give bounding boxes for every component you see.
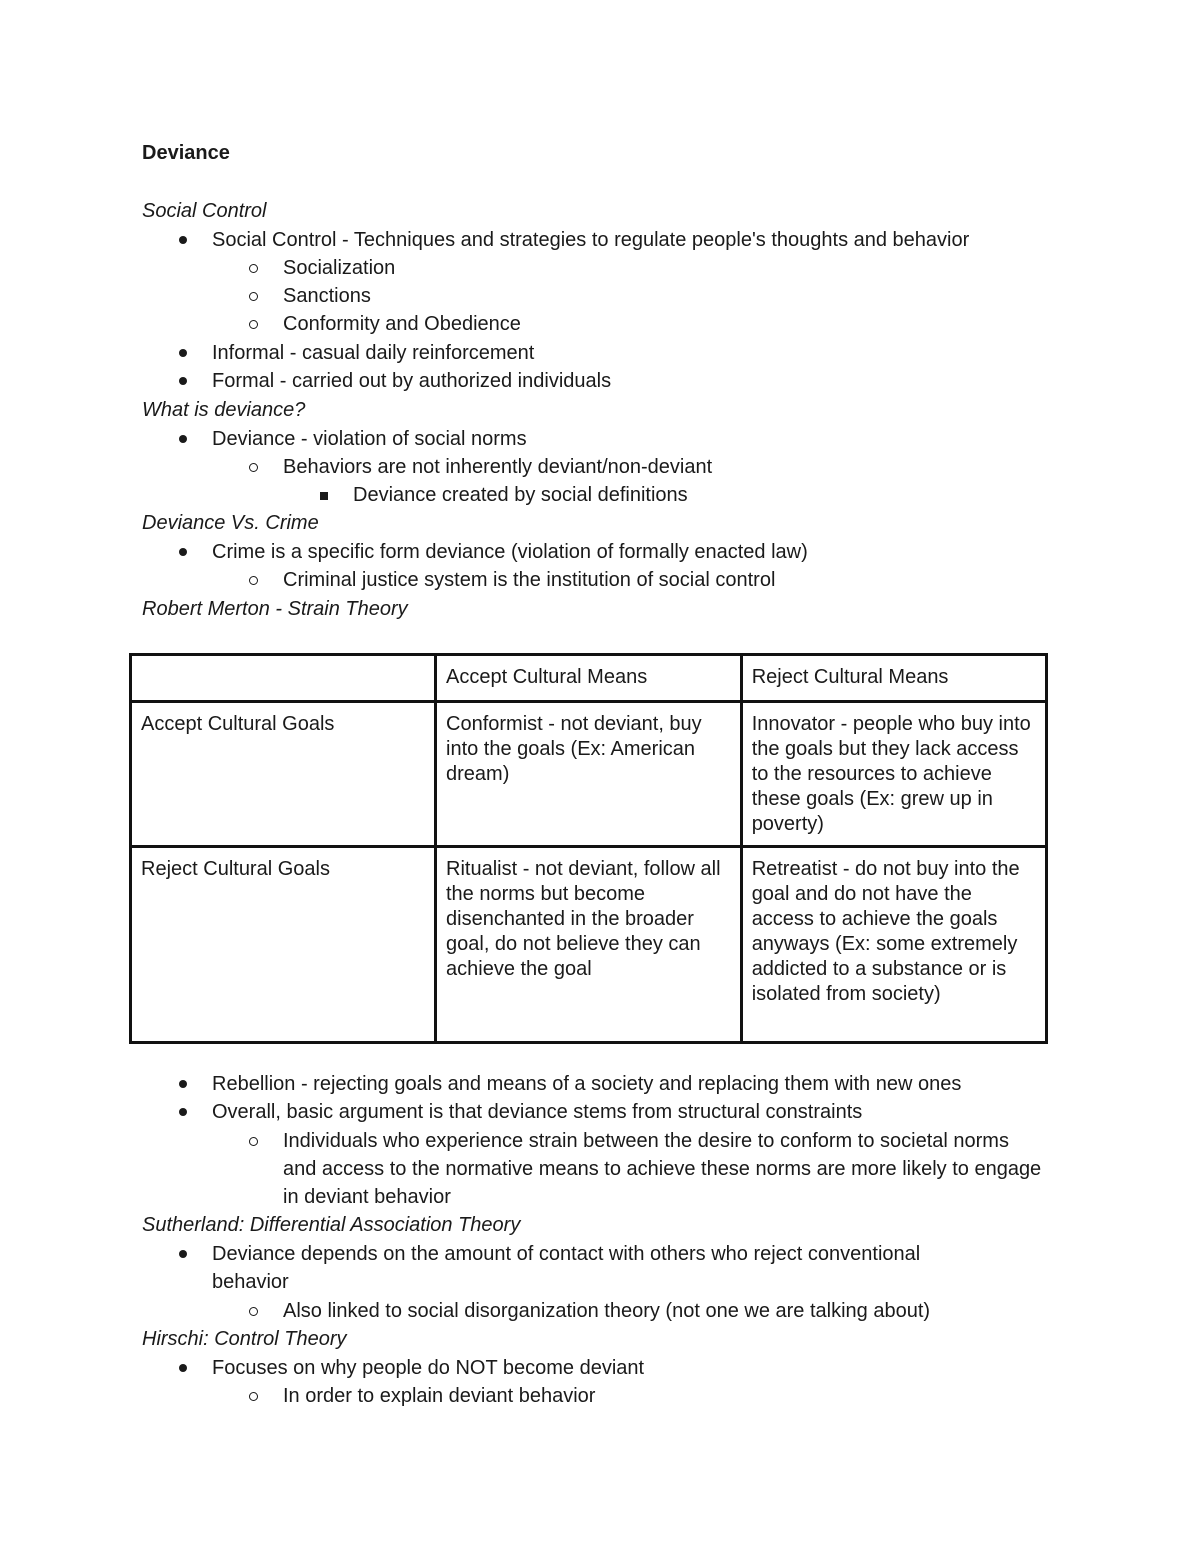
bullet-circle-icon (249, 1392, 258, 1401)
bullet-disc-icon (179, 435, 187, 443)
table-row-label: Reject Cultural Goals (131, 847, 436, 1043)
table-header-row (131, 655, 1047, 702)
list-item: Formal - carried out by authorized individuals (212, 370, 612, 392)
bullet-disc-icon (179, 1108, 187, 1116)
section-heading-social-control: Social Control (142, 200, 267, 222)
table-header-cell: Reject Cultural Means (741, 655, 1046, 702)
list-item: Also linked to social disorganization theory (not one we are talking about) (283, 1300, 931, 1322)
list-item: Deviance created by social definitions (353, 484, 688, 506)
list-item: Rebellion - rejecting goals and means of a society and replacing them with new ones (212, 1073, 962, 1095)
list-item: Focuses on why people do NOT become deviant (212, 1357, 645, 1379)
bullet-disc-icon (179, 1250, 187, 1258)
list-item: Social Control - Techniques and strategies to regulate people's thoughts and behavior (212, 229, 970, 251)
list-item: Sanctions (283, 285, 371, 307)
section-heading-deviance-vs-crime: Deviance Vs. Crime (142, 512, 319, 534)
list-item: Behaviors are not inherently deviant/non-deviant (283, 456, 713, 478)
list-item: Deviance depends on the amount of contact with others who reject conventional behavior (212, 1243, 921, 1293)
bullet-disc-icon (179, 236, 187, 244)
bullet-circle-icon (249, 576, 258, 585)
section-heading-sutherland: Sutherland: Differential Association Theory (142, 1214, 521, 1236)
list-item: Informal - casual daily reinforcement (212, 342, 535, 364)
bullet-circle-icon (249, 320, 258, 329)
bullet-disc-icon (179, 349, 187, 357)
bullet-circle-icon (249, 1307, 258, 1316)
list-item: Overall, basic argument is that deviance stems from structural constraints (212, 1101, 863, 1123)
table-row (131, 702, 1047, 847)
bullet-circle-icon (249, 1137, 258, 1146)
bullet-disc-icon (179, 377, 187, 385)
table-row (131, 847, 1047, 1043)
table-cell: Ritualist - not deviant, follow all the norms but become disenchanted in the broader goal, do not believe they can achieve the goal (436, 847, 742, 1043)
list-item: Criminal justice system is the institution of social control (283, 569, 776, 591)
bullet-disc-icon (179, 1364, 187, 1372)
list-item: Crime is a specific form deviance (violation of formally enacted law) (212, 541, 808, 563)
section-heading-what-is-deviance: What is deviance? (142, 399, 306, 421)
table-header-cell: Accept Cultural Means (436, 655, 742, 702)
strain-theory-table (129, 653, 1048, 1044)
bullet-square-icon (320, 492, 328, 500)
list-item: In order to explain deviant behavior (283, 1385, 596, 1407)
table-header-cell (131, 655, 436, 702)
bullet-circle-icon (249, 264, 258, 273)
section-heading-merton: Robert Merton - Strain Theory (142, 598, 408, 620)
list-item: Deviance - violation of social norms (212, 428, 527, 450)
table-cell: Innovator - people who buy into the goals but they lack access to the resources to achieve these goals (Ex: grew up in poverty) (741, 702, 1046, 847)
table-cell: Retreatist - do not buy into the goal and do not have the access to achieve the goals anyways (Ex: some extremely addicted to a substance or is isolated from society) (741, 847, 1046, 1043)
document-title: Deviance (142, 142, 230, 164)
bullet-circle-icon (249, 463, 258, 472)
list-item: Conformity and Obedience (283, 313, 521, 335)
table-cell: Conformist - not deviant, buy into the goals (Ex: American dream) (436, 702, 742, 847)
section-heading-hirschi: Hirschi: Control Theory (142, 1328, 347, 1350)
bullet-disc-icon (179, 1080, 187, 1088)
bullet-disc-icon (179, 548, 187, 556)
list-item: Socialization (283, 257, 396, 279)
list-item: Individuals who experience strain between the desire to conform to societal norms and access to the normative means to achieve these norms are more likely to engage in deviant behavior (283, 1130, 1042, 1208)
bullet-circle-icon (249, 292, 258, 301)
table-row-label: Accept Cultural Goals (131, 702, 436, 847)
